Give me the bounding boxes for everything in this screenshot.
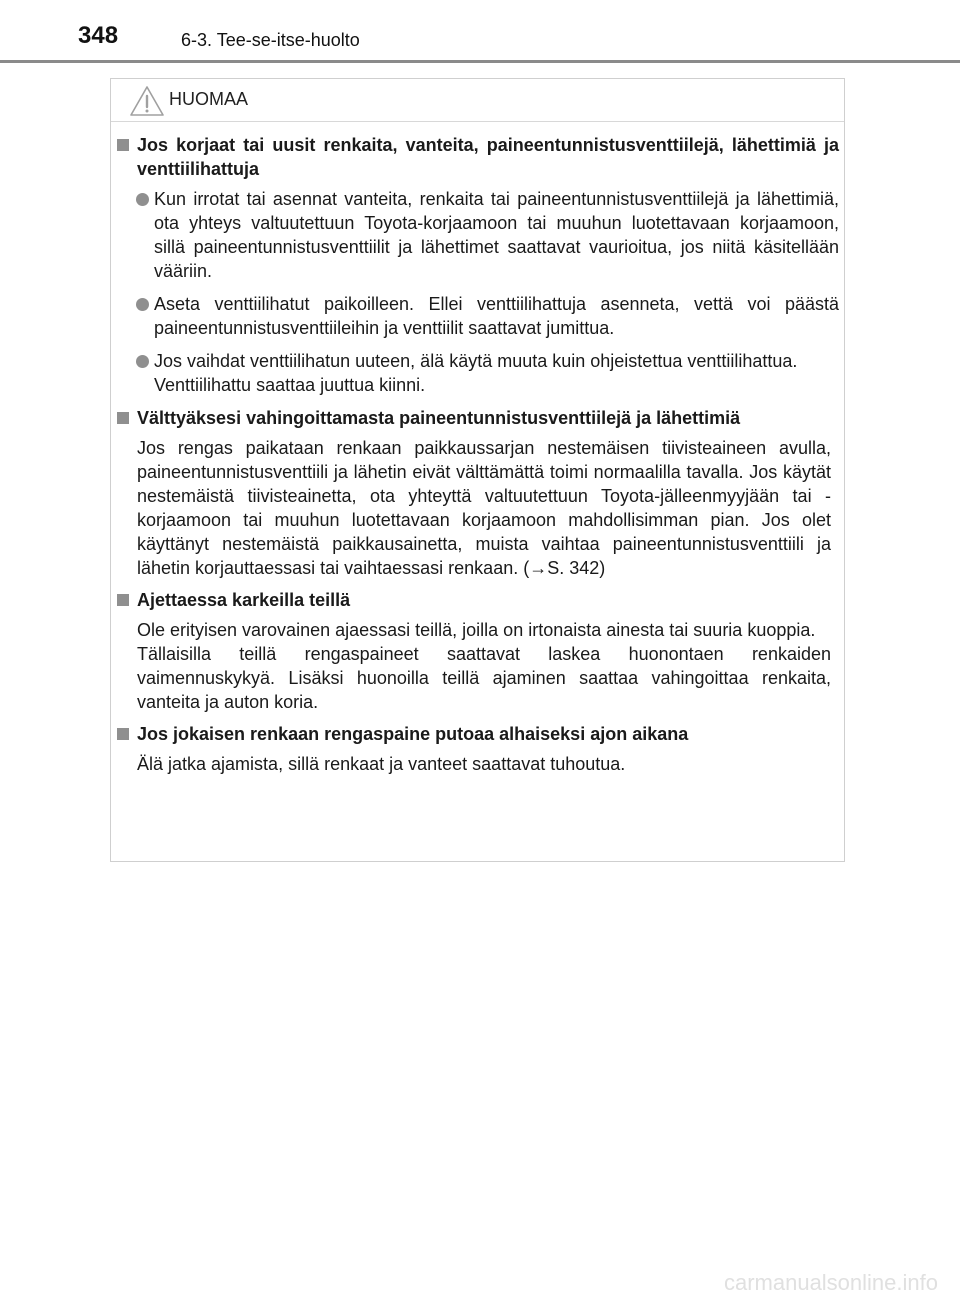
paragraph bbox=[117, 618, 839, 714]
paragraph-text: Tällaisilla teillä rengaspaineet saattavat laskea huonontaen renkaiden vaimennuskykyä. Lisäksi huonoilla teillä ajaminen saattaa vahingoittaa renkaita, vanteita ja auton koria. bbox=[137, 644, 831, 712]
paragraph bbox=[117, 752, 839, 776]
subheading-text: Välttyäksesi vahingoittamasta paineentunnistusventtiilejä ja lähettimiä bbox=[137, 408, 741, 428]
circle-bullet-icon bbox=[136, 193, 149, 206]
warning-triangle-icon bbox=[129, 85, 165, 117]
circle-bullet-icon bbox=[136, 355, 149, 368]
subheading-pressure-drop bbox=[117, 722, 839, 746]
bullet-text: Kun irrotat tai asennat vanteita, renkaita tai paineentunnistusventtiilejä ja lähettimiä, ota yhteys valtuutettuun Toyota-korjaamoon tai muuhun luotettavaan korjaamoon, sillä paineentunnistusventtiilit ja lähettimet saattavat vaurioitua, jos niitä käsitellään vääriin. bbox=[154, 189, 839, 281]
page-number: 348 bbox=[78, 22, 119, 49]
square-bullet-icon bbox=[117, 594, 129, 606]
notice-box bbox=[110, 78, 845, 862]
watermark: carmanualsonline.info bbox=[723, 1270, 938, 1295]
bullet-item bbox=[117, 187, 839, 283]
bullet-text: Jos vaihdat venttiilihatun uuteen, älä käytä muuta kuin ohjeistettua venttiilihattua. bbox=[154, 351, 798, 371]
page-header bbox=[0, 0, 960, 62]
paragraph-text: Jos rengas paikataan renkaan paikkaussarjan nestemäisen tiivisteaineen avulla, paineentunnistusventtiili ja lähetin eivät välttämättä toimi normaalilla tavalla. Jos käytät nestemäistä tiivisteainetta, ota yhteyttä valtuutettuun Toyota-jälleenmyyjään tai -korjaamoon tai muuhun luotettavaan korjaamoon mahdollisimman pian. Jos olet käyttänyt nestemäistä paikkausainetta, muista vaihtaa paineentunnistusventtiili ja lähetin korjauttaessasi tai vaihtaessasi renkaan. (→S. 342) bbox=[137, 438, 831, 578]
subheading-repair bbox=[117, 133, 839, 181]
circle-bullet-icon bbox=[136, 298, 149, 311]
notice-header bbox=[111, 79, 844, 122]
subheading-sensors bbox=[117, 406, 839, 430]
subheading-rough-roads bbox=[117, 588, 839, 612]
subheading-text: Jos korjaat tai uusit renkaita, vanteita, paineentunnistusventtiilejä, lähettimiä ja venttiilihattuja bbox=[137, 135, 839, 179]
bullet-text: Aseta venttiilihatut paikoilleen. Ellei venttiilihattuja asenneta, vettä voi päästä paineentunnistusventtiileihin ja venttiilit saattavat jumittua. bbox=[154, 294, 839, 338]
paragraph-text: Älä jatka ajamista, sillä renkaat ja vanteet saattavat tuhoutua. bbox=[137, 754, 626, 774]
notice-label: HUOMAA bbox=[169, 89, 249, 109]
bullet-item bbox=[117, 349, 839, 397]
square-bullet-icon bbox=[117, 728, 129, 740]
section-title: 6-3. Tee-se-itse-huolto bbox=[181, 30, 360, 50]
bullet-text: Venttiilihattu saattaa juuttua kiinni. bbox=[154, 375, 426, 395]
bullet-item bbox=[117, 292, 839, 340]
subheading-text: Jos jokaisen renkaan rengaspaine putoaa alhaiseksi ajon aikana bbox=[137, 724, 689, 744]
header-divider bbox=[0, 60, 960, 63]
square-bullet-icon bbox=[117, 139, 129, 151]
paragraph bbox=[117, 436, 839, 580]
paragraph-text: Ole erityisen varovainen ajaessasi teillä, joilla on irtonaista ainesta tai suuria kuoppia. bbox=[137, 620, 816, 640]
notice-body bbox=[117, 133, 839, 784]
square-bullet-icon bbox=[117, 412, 129, 424]
subheading-text: Ajettaessa karkeilla teillä bbox=[137, 590, 351, 610]
